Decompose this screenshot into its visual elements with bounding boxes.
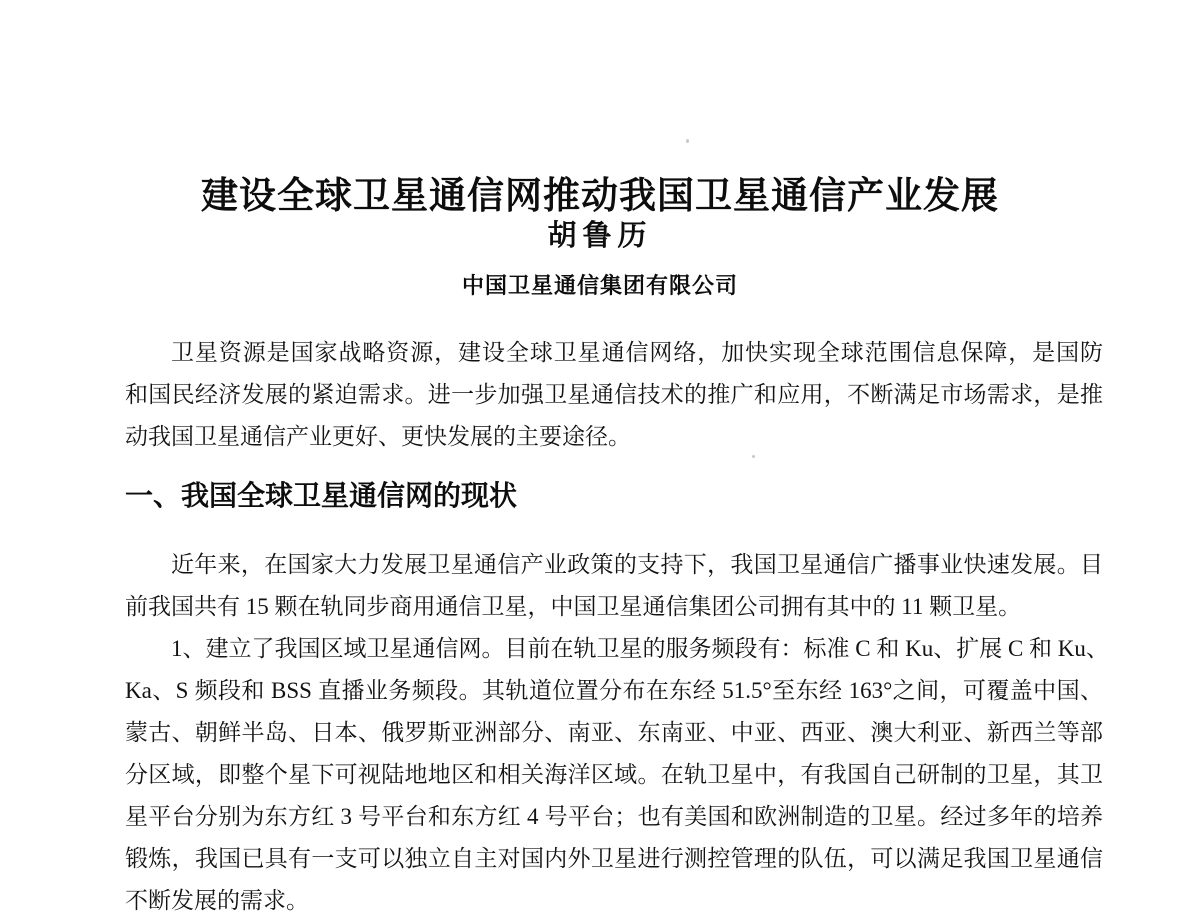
- intro-paragraph: [125, 332, 1103, 458]
- text-line: Ka、S 频段和 BSS 直播业务频段。其轨道位置分布在东经 51.5°至东经 163°之间，可覆盖中国、: [125, 678, 1103, 703]
- scan-speck: [686, 139, 689, 143]
- text-line: 分区域，即整个星下可视陆地地区和相关海洋区域。在轨卫星中，有我国自己研制的卫星，其卫: [125, 762, 1103, 787]
- section-heading: 一、我国全球卫星通信网的现状: [125, 480, 518, 511]
- text-line: 动我国卫星通信产业更好、更快发展的主要途径。: [125, 424, 631, 449]
- text-line: 星平台分别为东方红 3 号平台和东方红 4 号平台；也有美国和欧洲制造的卫星。经过多年的培养: [125, 804, 1103, 829]
- section1-paragraph-2: [125, 628, 1109, 914]
- text-line: 卫星资源是国家战略资源，建设全球卫星通信网络，加快实现全球范围信息保障，是国防: [171, 340, 1103, 365]
- text-line: 不断发展的需求。: [125, 888, 309, 913]
- author-affiliation: 中国卫星通信集团有限公司: [461, 273, 738, 298]
- author-name: 胡鲁历: [547, 220, 653, 252]
- text-line: 和国民经济发展的紧迫需求。进一步加强卫星通信技术的推广和应用，不断满足市场需求，是推: [125, 382, 1103, 407]
- text-line: 前我国共有 15 颗在轨同步商用通信卫星，中国卫星通信集团公司拥有其中的 11 颗卫星。: [125, 594, 1022, 619]
- text-line: 1、建立了我国区域卫星通信网。目前在轨卫星的服务频段有：标准 C 和 Ku、扩展 C 和 Ku、: [171, 636, 1109, 661]
- document-title: 建设全球卫星通信网推动我国卫星通信产业发展: [201, 174, 999, 216]
- document-body: [125, 332, 1109, 914]
- text-line: 近年来，在国家大力发展卫星通信产业政策的支持下，我国卫星通信广播事业快速发展。目: [171, 552, 1103, 577]
- text-line: 锻炼，我国已具有一支可以独立自主对国内外卫星进行测控管理的队伍，可以满足我国卫星通信: [125, 846, 1103, 871]
- section1-paragraph-1: [125, 544, 1103, 628]
- text-line: 蒙古、朝鲜半岛、日本、俄罗斯亚洲部分、南亚、东南亚、中亚、西亚、澳大利亚、新西兰等部: [125, 720, 1103, 745]
